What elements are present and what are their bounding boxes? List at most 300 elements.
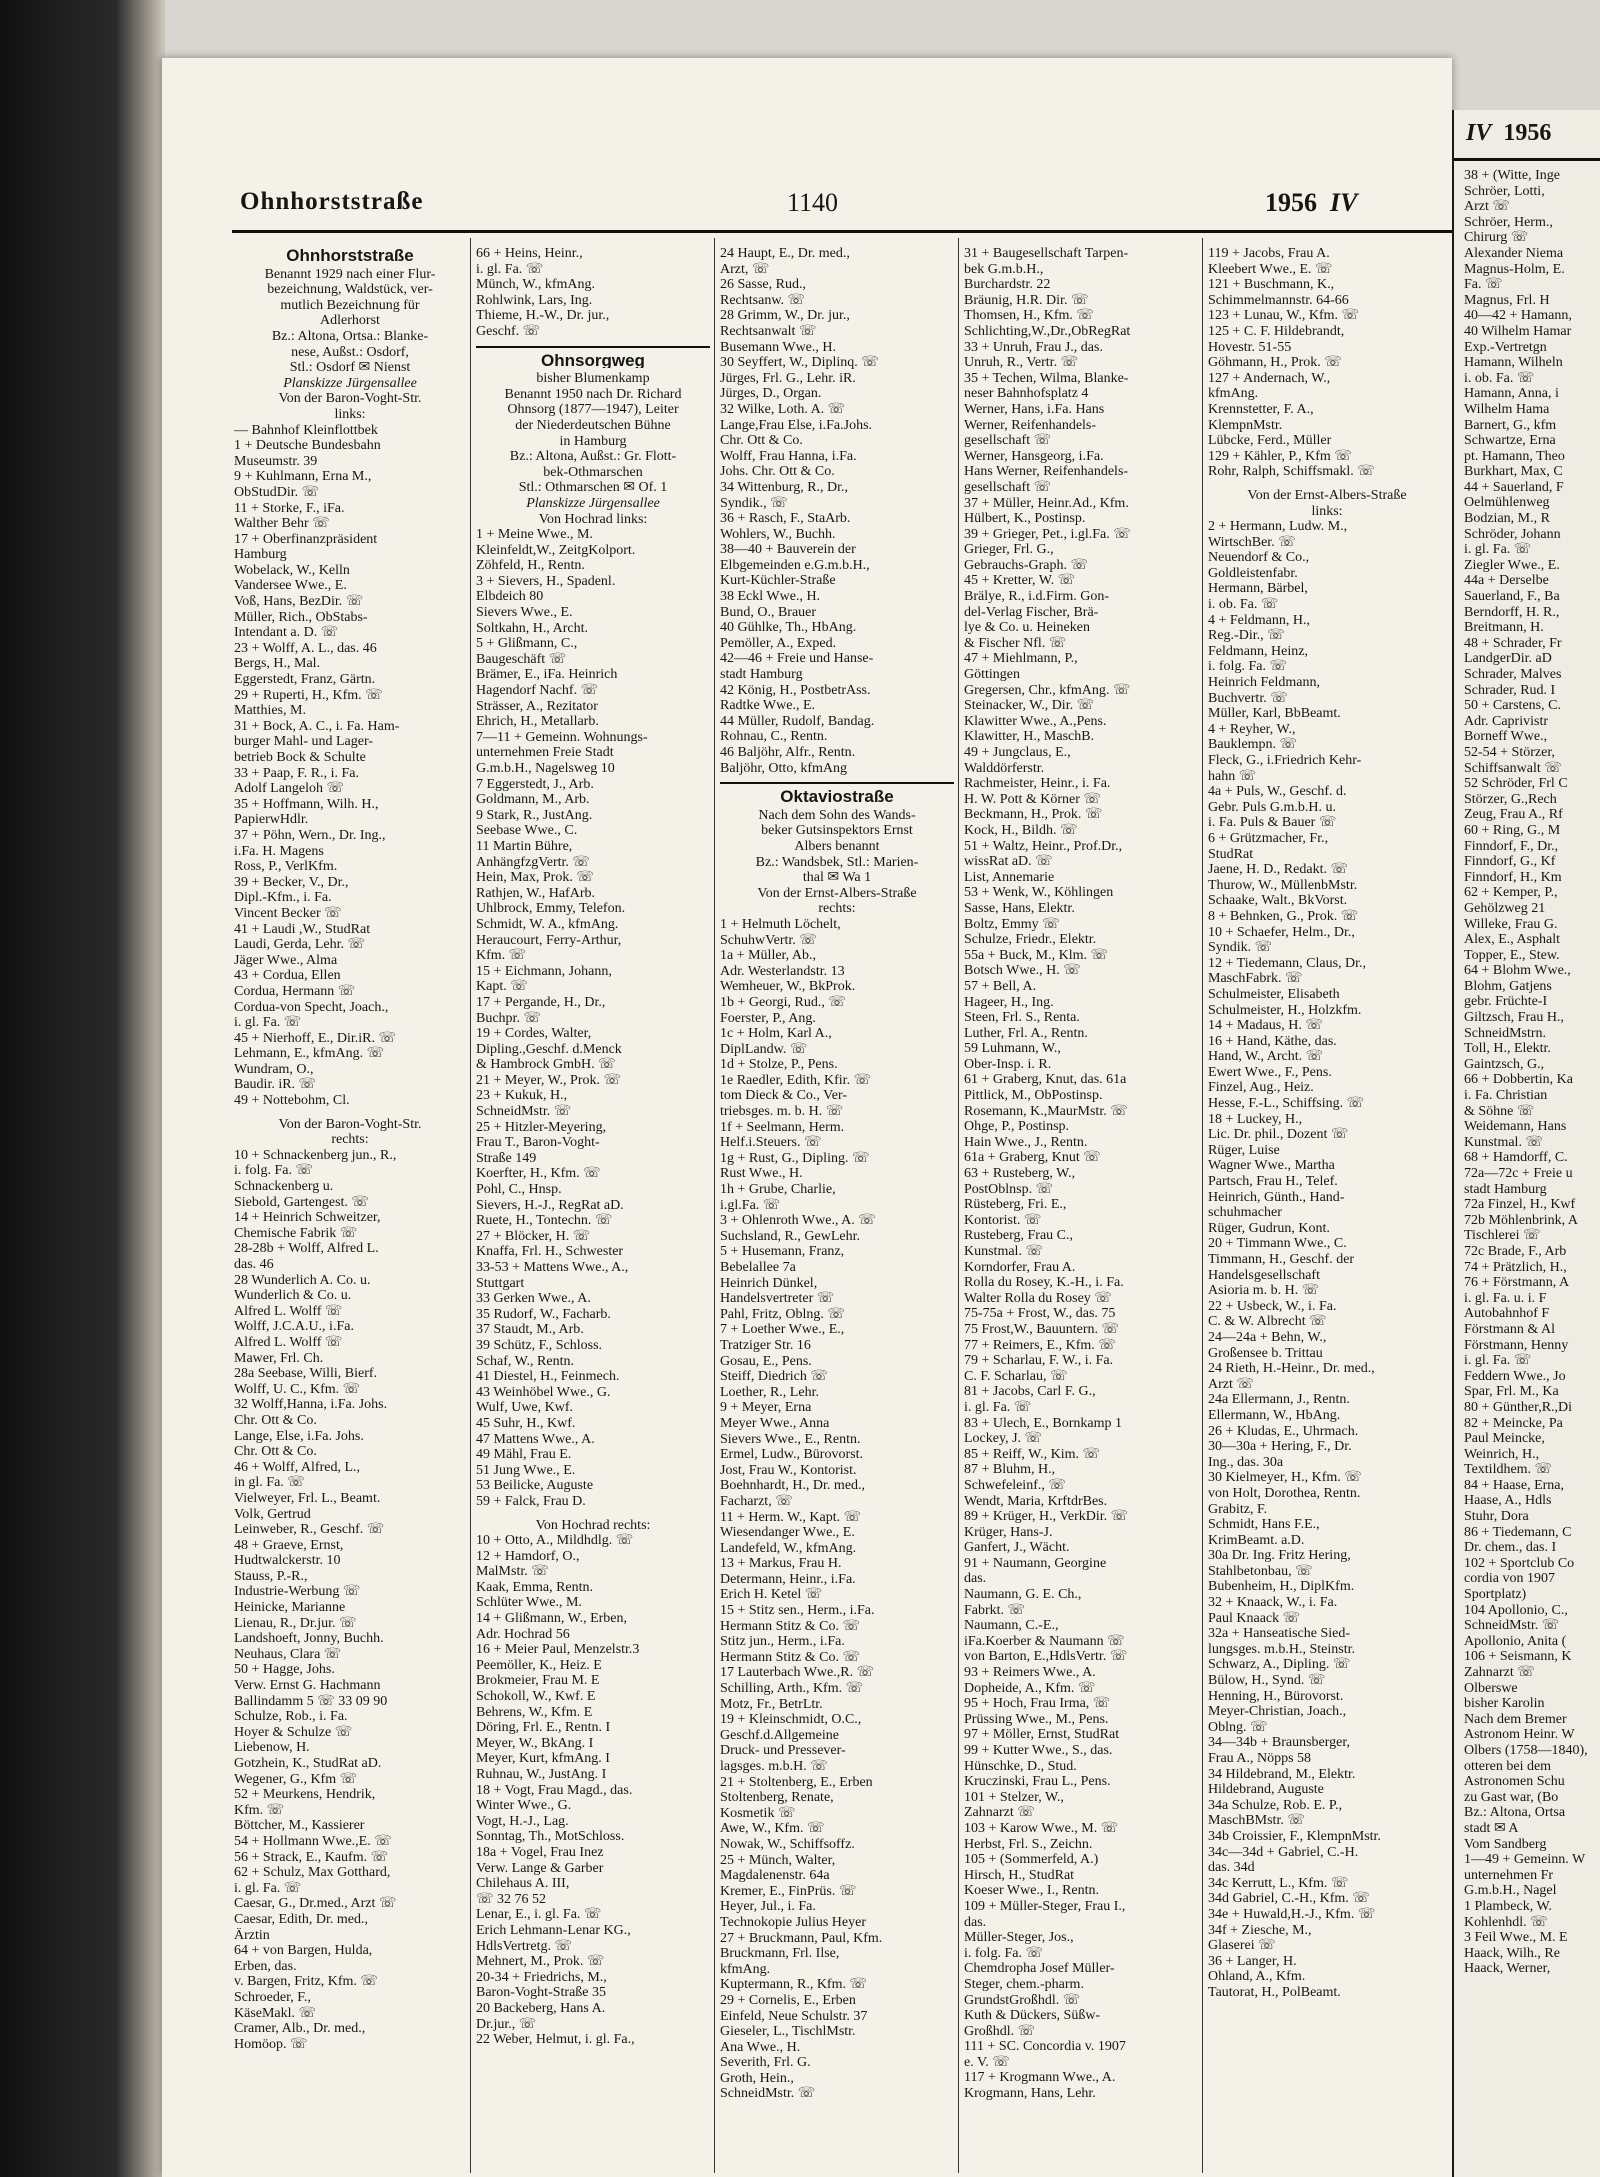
directory-line: Landefeld, W., kfmAng. xyxy=(720,1540,857,1556)
facing-directory-line: Förstmann & Al xyxy=(1464,1321,1556,1337)
directory-line: 23 + Wolff, A. L., das. 46 xyxy=(234,640,377,656)
directory-line: Asioria m. b. H. ☏ xyxy=(1208,1283,1320,1299)
directory-line: 12 + Hamdorf, O., xyxy=(476,1548,580,1564)
directory-line: Schimmelmannstr. 64-66 xyxy=(1208,292,1349,308)
directory-line: 14 + Madaus, H. ☏ xyxy=(1208,1018,1323,1034)
directory-line: Heyer, Jul., i. Fa. xyxy=(720,1899,816,1915)
directory-line: Ganfert, J., Wächt. xyxy=(964,1540,1070,1556)
directory-line: 24 Haupt, E., Dr. med., xyxy=(720,246,850,261)
directory-line: Arzt ☏ xyxy=(1208,1376,1254,1392)
facing-directory-line: 62 + Kemper, P., xyxy=(1464,885,1558,901)
directory-line: i. gl. Fa. ☏ xyxy=(234,1015,302,1031)
directory-line: Meyer Wwe., Anna xyxy=(720,1415,830,1431)
directory-line: Ross, P., VerlKfm. xyxy=(234,859,338,875)
directory-line: unternehmen Freie Stadt xyxy=(476,745,614,761)
directory-line: 53 + Wenk, W., Köhlingen xyxy=(964,885,1114,901)
directory-line: Neuendorf & Co., xyxy=(1208,550,1310,566)
directory-line: 45 + Nierhoff, E., Dir.iR. ☏ xyxy=(234,1030,397,1046)
directory-line: Bubenheim, H., DiplKfm. xyxy=(1208,1579,1355,1595)
directory-line: Koerfter, H., Kfm. ☏ xyxy=(476,1166,601,1182)
directory-line: Ohnsorg (1877—1947), Leiter xyxy=(507,402,679,418)
directory-line: 79 + Scharlau, F. W., i. Fa. xyxy=(964,1353,1114,1369)
directory-line: hahn ☏ xyxy=(1208,768,1257,784)
facing-directory-line: Schrader, Malves xyxy=(1464,667,1562,682)
directory-line: Bz.: Wandsbek, Stl.: Marien- xyxy=(755,854,919,870)
directory-line: Sasse, Hans, Elektr. xyxy=(964,900,1075,916)
directory-line: Schwefeleinf., ☏ xyxy=(964,1477,1066,1493)
directory-line: Rachmeister, Heinr., i. Fa. xyxy=(964,776,1111,792)
directory-line: Geschf. ☏ xyxy=(476,323,541,339)
directory-line: Schmidt, W. A., kfmAng. xyxy=(476,916,619,932)
directory-line: lagsges. m.b.H. ☏ xyxy=(720,1759,828,1774)
directory-line: Naumann, C.-E., xyxy=(964,1618,1059,1634)
directory-line: e. V. ☏ xyxy=(964,2054,1010,2070)
facing-directory-line: Kunstmal. ☏ xyxy=(1464,1134,1543,1150)
facing-directory-line: i. gl. Fa. ☏ xyxy=(1464,542,1532,558)
directory-line: Benannt 1929 nach einer Flur- xyxy=(264,266,436,282)
facing-directory-line: Magnus, Frl. H xyxy=(1464,292,1550,308)
facing-directory-line: Bodzian, M., R xyxy=(1464,511,1550,527)
facing-directory-line: 60 + Ring, G., M xyxy=(1464,822,1561,838)
facing-directory-line: 1 Plambeck, W. xyxy=(1464,1898,1552,1914)
facing-directory-line: Haack, Wilh., Re xyxy=(1464,1945,1560,1961)
directory-line: 75 Frost,W., Bauuntern. ☏ xyxy=(964,1321,1120,1337)
directory-line: 18a + Vogel, Frau Inez xyxy=(476,1844,604,1860)
directory-line: 32a + Hanseatische Sied- xyxy=(1208,1626,1351,1642)
directory-line: Hand, W., Archt. ☏ xyxy=(1208,1049,1324,1065)
directory-line: 1e Raedler, Edith, Kfir. ☏ xyxy=(720,1072,872,1088)
directory-line: Bz.: Altona, Außst.: Gr. Flott- xyxy=(509,449,677,465)
directory-line: Schlichting,W.,Dr.,ObRegRat xyxy=(964,323,1131,339)
directory-line: 99 + Kutter Wwe., S., das. xyxy=(964,1743,1113,1758)
directory-line: 3 + Sievers, H., Spadenl. xyxy=(476,573,616,589)
directory-line: Brokmeier, Frau M. E xyxy=(476,1673,600,1689)
directory-line: Glaserei ☏ xyxy=(1208,1938,1276,1954)
facing-directory-line: stadt Hamburg xyxy=(1464,1181,1547,1197)
directory-line: WirtschBer. ☏ xyxy=(1208,534,1296,550)
directory-line: neser Bahnhofsplatz 4 xyxy=(964,386,1089,402)
directory-line: Rolla du Rosey, K.-H., i. Fa. xyxy=(964,1275,1124,1291)
header-rule xyxy=(232,230,1452,233)
directory-line: Chr. Ott & Co. xyxy=(234,1412,317,1428)
facing-directory-line: i. Fa. Christian xyxy=(1464,1088,1548,1104)
facing-directory-line: Olberswe xyxy=(1464,1680,1518,1696)
directory-line: Heinrich, Günth., Hand- xyxy=(1208,1189,1345,1205)
directory-line: Wiesendanger Wwe., E. xyxy=(720,1525,855,1541)
directory-line: 9 + Kuhlmann, Erna M., xyxy=(234,469,372,485)
directory-line: Benannt 1950 nach Dr. Richard xyxy=(504,386,682,402)
directory-line: 34 Hildebrand, M., Elektr. xyxy=(1208,1766,1356,1782)
street-heading: Ohnsorgweg xyxy=(476,346,710,369)
directory-line: 15 + Stitz sen., Herm., i.Fa. xyxy=(720,1603,875,1619)
directory-line: in gl. Fa. ☏ xyxy=(234,1475,305,1491)
directory-line: Sievers Wwe., E., Rentn. xyxy=(720,1431,861,1447)
directory-line: 119 + Jacobs, Frau A. xyxy=(1208,246,1330,261)
directory-line: Tautorat, H., PolBeamt. xyxy=(1208,1984,1341,2000)
directory-line: Vogt, H.-J., Lag. xyxy=(476,1813,569,1829)
directory-line: Ehrich, H., Metallarb. xyxy=(476,714,599,730)
directory-line: 17 Lauterbach Wwe.,R. ☏ xyxy=(720,1665,875,1681)
facing-directory-line: Olbers (1758—1840), xyxy=(1464,1742,1588,1758)
directory-line: Baljöhr, Otto, kfmAng xyxy=(720,760,847,776)
directory-line: 1h + Grube, Charlie, xyxy=(720,1182,836,1198)
directory-line: Kruczinski, Frau L., Pens. xyxy=(964,1774,1111,1790)
directory-line: Adlerhorst xyxy=(320,313,380,329)
facing-directory-line: Burkhart, Max, C xyxy=(1464,464,1563,480)
directory-line: 45 Suhr, H., Kwf. xyxy=(476,1415,576,1431)
column-divider xyxy=(958,238,959,2173)
directory-line: 125 + C. F. Hildebrandt, xyxy=(1208,323,1345,339)
directory-line: 32 Wilke, Loth. A. ☏ xyxy=(720,401,846,417)
directory-line: Wohlers, W., Buchh. xyxy=(720,526,836,542)
directory-line: v. Bargen, Fritz, Kfm. ☏ xyxy=(234,1974,378,1990)
directory-line: Dr.jur., ☏ xyxy=(476,2016,537,2032)
directory-line: 117 + Krogmann Wwe., A. xyxy=(964,2070,1116,2086)
directory-line: Mawer, Frl. Ch. xyxy=(234,1350,324,1366)
directory-line: das. xyxy=(964,1571,987,1587)
directory-line: Erich Lehmann-Lenar KG., xyxy=(476,1922,631,1938)
directory-line: Landshoeft, Jonny, Buchh. xyxy=(234,1631,384,1647)
facing-directory-line: Alex, E., Asphalt xyxy=(1464,932,1561,948)
directory-line: Chr. Ott & Co. xyxy=(234,1444,317,1460)
directory-line: Pohl, C., Hnsp. xyxy=(476,1182,562,1198)
directory-line: Heraucourt, Ferry-Arthur, xyxy=(476,932,622,948)
directory-line: Rosemann, K.,MaurMstr. ☏ xyxy=(964,1103,1128,1119)
directory-line: Lübcke, Ferd., Müller xyxy=(1208,433,1332,449)
facing-directory-line: 72a—72c + Freie u xyxy=(1464,1166,1573,1181)
directory-line: Werner, Reifenhandels- xyxy=(964,417,1097,433)
directory-line: — Bahnhof Kleinflottbek xyxy=(234,422,378,438)
directory-line: 1a + Müller, Ab., xyxy=(720,948,816,964)
directory-line: Jürges, Frl. G., Lehr. iR. xyxy=(720,370,856,386)
directory-line: Klawitter, H., MaschB. xyxy=(964,729,1095,745)
directory-line: 42 König, H., PostbetrAss. xyxy=(720,682,871,698)
directory-line: 37 + Müller, Heinr.Ad., Kfm. xyxy=(964,495,1129,511)
directory-line: & Hambrock GmbH. ☏ xyxy=(476,1057,616,1073)
directory-line: Großhdl. ☏ xyxy=(964,2023,1036,2039)
directory-line: KlempnMstr. xyxy=(1208,417,1283,433)
facing-directory-line: 64 + Blohm Wwe., xyxy=(1464,963,1571,979)
directory-line: Industrie-Werbung ☏ xyxy=(234,1584,361,1600)
directory-line: Feldmann, Heinz, xyxy=(1208,643,1308,659)
directory-line: thal ✉ Wa 1 xyxy=(802,870,872,886)
directory-line: 105 + (Sommerfeld, A.) xyxy=(964,1852,1099,1868)
directory-line: del-Verlag Fischer, Brä- xyxy=(964,604,1099,620)
directory-line: Verw. Ernst G. Hachmann xyxy=(234,1678,381,1694)
directory-line: Wegener, G., Kfm ☏ xyxy=(234,1771,358,1787)
directory-line: 20 Backeberg, Hans A. xyxy=(476,2000,606,2016)
directory-line: 8 + Behnken, G., Prok. ☏ xyxy=(1208,908,1359,924)
directory-line: MaschFabrk. ☏ xyxy=(1208,971,1303,987)
directory-line: 44 Müller, Rudolf, Bandag. xyxy=(720,713,875,729)
directory-line: 34f + Ziesche, M., xyxy=(1208,1922,1312,1938)
column-4 xyxy=(964,246,1198,2171)
facing-directory-line: 82 + Meincke, Pa xyxy=(1464,1415,1563,1431)
directory-line: 23 + Kukuk, H., xyxy=(476,1088,568,1104)
directory-line: Behrens, W., Kfm. E xyxy=(476,1704,593,1720)
directory-line: PapierwHdlr. xyxy=(234,812,309,828)
directory-line: 16 + Meier Paul, Menzelstr.3 xyxy=(476,1642,640,1658)
directory-line: Chemdropha Josef Müller- xyxy=(964,1961,1115,1977)
directory-line: Caesar, Edith, Dr. med., xyxy=(234,1911,368,1927)
directory-line: 51 + Waltz, Heinr., Prof.Dr., xyxy=(964,838,1123,854)
facing-directory-line: Hamann, Anna, i xyxy=(1464,386,1559,402)
directory-line: 6 + Grützmacher, Fr., xyxy=(1208,830,1329,846)
directory-line: 33 Gerken Wwe., A. xyxy=(476,1291,591,1307)
directory-line: Goldleistenfabr. xyxy=(1208,565,1298,581)
directory-line: 1 + Helmuth Löchelt, xyxy=(720,916,841,932)
directory-line: Gotzhein, K., StudRat aD. xyxy=(234,1756,382,1771)
facing-directory-line: Weidemann, Hans xyxy=(1464,1119,1567,1135)
facing-directory-line: i. ob. Fa. ☏ xyxy=(1464,370,1535,386)
directory-line: Boltz, Emmy ☏ xyxy=(964,916,1060,932)
directory-line: 59 Luhmann, W., xyxy=(964,1041,1061,1057)
directory-line: Facharzt, ☏ xyxy=(720,1493,793,1509)
directory-line: Ing., das. 30a xyxy=(1208,1454,1284,1470)
facing-directory-line: SchneidMstr. ☏ xyxy=(1464,1618,1560,1634)
directory-line: Baron-Voght-Straße 35 xyxy=(476,1985,606,2001)
facing-directory-line: LandgerDir. aD xyxy=(1464,651,1552,667)
facing-directory-line: Hamann, Wilheln xyxy=(1464,355,1563,371)
directory-line: 7 + Loether Wwe., E., xyxy=(720,1322,845,1338)
directory-line: das. xyxy=(964,1914,987,1930)
directory-line: schuhmacher xyxy=(1208,1205,1282,1221)
directory-line: Rechtsanwalt ☏ xyxy=(720,323,817,339)
directory-line: 2 + Hermann, Ludw. M., xyxy=(1208,519,1348,535)
directory-line: Döring, Frl. E., Rentn. I xyxy=(476,1720,611,1736)
directory-line: Reg.-Dir., ☏ xyxy=(1208,628,1285,644)
directory-line: Gregersen, Chr., kfmAng. ☏ xyxy=(964,682,1131,698)
directory-line: 55a + Buck, M., Klm. ☏ xyxy=(964,947,1109,963)
directory-line: 4a + Puls, W., Geschf. d. xyxy=(1208,784,1347,800)
directory-line: 45 + Kretter, W. ☏ xyxy=(964,573,1076,589)
directory-line: Hildebrand, Auguste xyxy=(1208,1782,1324,1798)
directory-line: Schulmeister, H., Holzkfm. xyxy=(1208,1002,1362,1018)
directory-line: Bräunig, H.R. Dir. ☏ xyxy=(964,292,1089,308)
directory-line: 49 + Nottebohm, Cl. xyxy=(234,1093,350,1109)
directory-line: Schaf, W., Rentn. xyxy=(476,1353,574,1369)
directory-line: Uhlbrock, Emmy, Telefon. xyxy=(476,901,626,917)
directory-line: 5 + Husemann, Franz, xyxy=(720,1244,845,1260)
directory-line: Neuhaus, Clara ☏ xyxy=(234,1646,342,1662)
directory-line: 42—46 + Freie und Hanse- xyxy=(720,651,874,667)
directory-line: bezeichnung, Waldstück, ver- xyxy=(267,282,433,298)
facing-directory-line: pt. Hamann, Theo xyxy=(1464,448,1565,464)
directory-line: Unruh, R., Vertr. ☏ xyxy=(964,355,1079,371)
directory-line: Müller-Steger, Jos., xyxy=(964,1930,1074,1946)
directory-line: 21 + Meyer, W., Prok. ☏ xyxy=(476,1072,622,1088)
directory-line: Baugeschäft ☏ xyxy=(476,651,567,667)
directory-line: Kock, H., Bildh. ☏ xyxy=(964,822,1078,838)
directory-line: i.Fa. H. Magens xyxy=(234,843,324,859)
directory-line: rechts: xyxy=(331,1132,369,1148)
directory-line: Baudir. iR. ☏ xyxy=(234,1077,317,1093)
directory-line: Hoyer & Schulze ☏ xyxy=(234,1724,353,1740)
directory-line: C. F. Scharlau, ☏ xyxy=(964,1368,1068,1384)
facing-directory-line: Schröder, Johann xyxy=(1464,526,1561,542)
directory-line: Eggerstedt, Franz, Gärtn. xyxy=(234,672,376,688)
directory-line: 28 Wunderlich A. Co. u. xyxy=(234,1272,371,1288)
column-divider xyxy=(714,238,715,2173)
directory-line: Hovestr. 51-55 xyxy=(1208,339,1292,355)
directory-line: Von der Baron-Voght-Str. xyxy=(278,391,422,407)
directory-line: nese, Außst.: Osdorf, xyxy=(291,344,409,360)
directory-line: Caesar, G., Dr.med., Arzt ☏ xyxy=(234,1896,397,1912)
directory-line: i. Fa. Puls & Bauer ☏ xyxy=(1208,815,1337,831)
directory-line: Strässer, A., Rezitator xyxy=(476,698,598,714)
directory-line: 43 Weinhöbel Wwe., G. xyxy=(476,1384,611,1400)
directory-line: Lange, Else, i.Fa. Johs. xyxy=(234,1428,364,1444)
directory-line: Adr. Hochrad 56 xyxy=(476,1626,570,1642)
directory-line: 32 + Knaack, W., i. Fa. xyxy=(1208,1595,1338,1611)
directory-line: Kfm. ☏ xyxy=(476,948,527,964)
directory-line: Busemann Wwe., H. xyxy=(720,339,836,355)
running-head-year xyxy=(1265,188,1357,234)
directory-line: 85 + Reiff, W., Kim. ☏ xyxy=(964,1446,1100,1462)
directory-line: Hesse, F.-L., Schiffsing. ☏ xyxy=(1208,1096,1365,1112)
directory-line: Dopheide, A., Kfm. ☏ xyxy=(964,1680,1096,1696)
directory-line: 61 + Graberg, Knut, das. 61a xyxy=(964,1072,1127,1088)
directory-line: Meyer-Christian, Joach., xyxy=(1208,1704,1347,1720)
directory-line: Laudi, Gerda, Lehr. ☏ xyxy=(234,937,366,953)
directory-line: Cordua-von Specht, Joach., xyxy=(234,999,389,1015)
directory-line: Elbgemeinden e.G.m.b.H., xyxy=(720,557,870,573)
directory-line: Kurt-Küchler-Straße xyxy=(720,573,836,589)
directory-line: 50 + Hagge, Johs. xyxy=(234,1662,335,1678)
directory-line: Adr. Westerlandstr. 13 xyxy=(720,963,845,979)
directory-page xyxy=(162,58,1452,2177)
directory-line: 15 + Eichmann, Johann, xyxy=(476,963,612,979)
facing-directory-line: Weinrich, H., xyxy=(1464,1446,1540,1462)
directory-line: Severith, Frl. G. xyxy=(720,2055,811,2071)
directory-line: 26 + Kludas, E., Uhrmach. xyxy=(1208,1423,1359,1439)
directory-line: 37 Staudt, M., Arb. xyxy=(476,1322,584,1338)
directory-line: Magdalenenstr. 64a xyxy=(720,1868,830,1884)
directory-line: SchneidMstr. ☏ xyxy=(720,2086,816,2102)
directory-line: bisher Blumenkamp xyxy=(536,371,650,387)
directory-line: 11 + Storke, F., iFa. xyxy=(234,500,345,516)
directory-line: Vandersee Wwe., E. xyxy=(234,578,347,594)
facing-year-label: 1956 xyxy=(1503,120,1552,146)
facing-directory-line: Kohlenhdl. ☏ xyxy=(1464,1914,1548,1930)
directory-line: 19 + Kleinschmidt, O.C., xyxy=(720,1712,862,1728)
directory-line: 10 + Otto, A., Mildhdlg. ☏ xyxy=(476,1533,634,1549)
directory-line: Peemöller, K., Heiz. E xyxy=(476,1657,602,1673)
directory-line: Chr. Ott & Co. xyxy=(720,433,803,449)
directory-line: i. gl. Fa. ☏ xyxy=(234,1880,302,1896)
directory-line: Planskizze Jürgensallee xyxy=(283,375,417,391)
directory-line: KäseMakl. ☏ xyxy=(234,2005,317,2021)
directory-line: 30a Dr. Ing. Fritz Hering, xyxy=(1208,1548,1351,1564)
directory-line: 111 + SC. Concordia v. 1907 xyxy=(964,2039,1126,2055)
facing-directory-line: 40—42 + Hamann, xyxy=(1464,308,1572,324)
facing-directory-line: 44a + Derselbe xyxy=(1464,573,1549,589)
column-divider xyxy=(470,238,471,2173)
facing-directory-line: Haase, A., Hdls xyxy=(1464,1493,1552,1509)
directory-line: 34e + Huwald,H.-J., Kfm. ☏ xyxy=(1208,1906,1376,1922)
directory-line: 34a Schulze, Rob. E. P., xyxy=(1208,1797,1343,1813)
facing-directory-line: 76 + Förstmann, A xyxy=(1464,1275,1570,1291)
directory-line: 11 Martin Bühre, xyxy=(476,838,573,854)
directory-line: 13 + Markus, Frau H. xyxy=(720,1556,842,1572)
directory-line: ☏ 32 76 52 xyxy=(476,1891,547,1907)
directory-line: SchuhwVertr. ☏ xyxy=(720,932,817,948)
directory-line: triebsges. m. b. H. ☏ xyxy=(720,1104,844,1120)
facing-directory-line: Exp.-Vertretgn xyxy=(1464,339,1547,355)
directory-line: Bz.: Altona, Ortsa.: Blanke- xyxy=(271,328,429,344)
directory-line: 37 + Pöhn, Wern., Dr. Ing., xyxy=(234,827,386,843)
directory-line: Ellermann, W., HbAng. xyxy=(1208,1407,1341,1423)
column-1 xyxy=(234,246,466,2171)
directory-line: Fabrkt. ☏ xyxy=(964,1602,1026,1618)
directory-line: Alfred L. Wolff ☏ xyxy=(234,1303,343,1319)
facing-directory-line: 86 + Tiedemann, C xyxy=(1464,1524,1572,1540)
directory-line: DiplLandw. ☏ xyxy=(720,1041,808,1057)
directory-line: StudRat xyxy=(1208,846,1254,862)
directory-line: 46 Baljöhr, Alfr., Rentn. xyxy=(720,745,856,760)
directory-line: 18 + Vogt, Frau Magd., das. xyxy=(476,1782,633,1798)
directory-line: Böttcher, M., Kassierer xyxy=(234,1818,365,1834)
directory-line: 59 + Falck, Frau D. xyxy=(476,1493,586,1509)
facing-directory-line: Zeug, Frau A., Rf xyxy=(1464,807,1563,823)
directory-line: Hirsch, H., StudRat xyxy=(964,1867,1075,1883)
directory-line: Liebenow, H. xyxy=(234,1740,310,1756)
directory-line: Rohlwink, Lars, Ing. xyxy=(476,292,593,308)
directory-line: 81 + Jacobs, Carl F. G., xyxy=(964,1384,1096,1400)
facing-directory-line: Adr. Caprivistr xyxy=(1464,713,1548,729)
directory-line: kfmAng. xyxy=(720,1961,771,1977)
directory-line: Johs. Chr. Ott & Co. xyxy=(720,464,835,480)
facing-directory-line: Giltzsch, Frau H., xyxy=(1464,1010,1564,1026)
street-heading: Oktaviostraße xyxy=(720,782,954,805)
facing-directory-line: Gaintzsch, G., xyxy=(1464,1056,1545,1072)
directory-line: 10 + Schnackenberg jun., R., xyxy=(234,1147,397,1163)
directory-line: Luther, Frl. A., Rentn. xyxy=(964,1025,1088,1041)
directory-line: Buchvertr. ☏ xyxy=(1208,690,1288,706)
directory-line: 30—30a + Hering, F., Dr. xyxy=(1208,1439,1352,1455)
page-number: 1140 xyxy=(787,188,839,217)
directory-line: 1 + Meine Wwe., M. xyxy=(476,527,593,543)
directory-line: 39 + Becker, V., Dr., xyxy=(234,874,349,890)
directory-line: 31 + Bock, A. C., i. Fa. Ham- xyxy=(234,718,400,734)
facing-directory-line: Nach dem Bremer xyxy=(1464,1711,1567,1727)
directory-line: 56 + Strack, E., Kaufm. ☏ xyxy=(234,1849,389,1865)
directory-line: Stauss, P.-R., xyxy=(234,1568,308,1584)
directory-line: Burchardstr. 22 xyxy=(964,277,1051,293)
directory-line: 24a Ellermann, J., Rentn. xyxy=(1208,1392,1350,1408)
directory-line: 35 + Techen, Wilma, Blanke- xyxy=(964,370,1129,386)
directory-line: Prüssing Wwe., M., Pens. xyxy=(964,1711,1109,1727)
directory-line: Rüger, Gudrun, Kont. xyxy=(1208,1220,1330,1236)
directory-line: 33-53 + Mattens Wwe., A., xyxy=(476,1260,629,1275)
directory-line: Bergs, H., Mal. xyxy=(234,656,321,672)
facing-directory-line: 52-54 + Störzer, xyxy=(1464,744,1555,760)
directory-line: 39 Schütz, F., Schloss. xyxy=(476,1337,603,1353)
directory-line: i. folg. Fa. ☏ xyxy=(234,1163,313,1179)
directory-line: 9 Stark, R., JustAng. xyxy=(476,807,593,823)
directory-line: Hans Werner, Reifenhandels- xyxy=(964,464,1129,480)
directory-line: Ana Wwe., H. xyxy=(720,2039,801,2055)
directory-line: Von der Ernst-Albers-Straße xyxy=(757,885,917,901)
directory-line: Cramer, Alb., Dr. med., xyxy=(234,2021,366,2037)
directory-line: Straße 149 xyxy=(476,1150,537,1166)
directory-line: Walther Behr ☏ xyxy=(234,516,330,532)
directory-line: 30 Kielmeyer, H., Kfm. ☏ xyxy=(1208,1470,1362,1486)
directory-line: Pemöller, A., Exped. xyxy=(720,635,837,651)
directory-line: Awe, W., Kfm. ☏ xyxy=(720,1821,825,1837)
directory-line: Verw. Lange & Garber xyxy=(476,1860,604,1876)
facing-directory-line: Dr. chem., das. I xyxy=(1464,1540,1557,1556)
